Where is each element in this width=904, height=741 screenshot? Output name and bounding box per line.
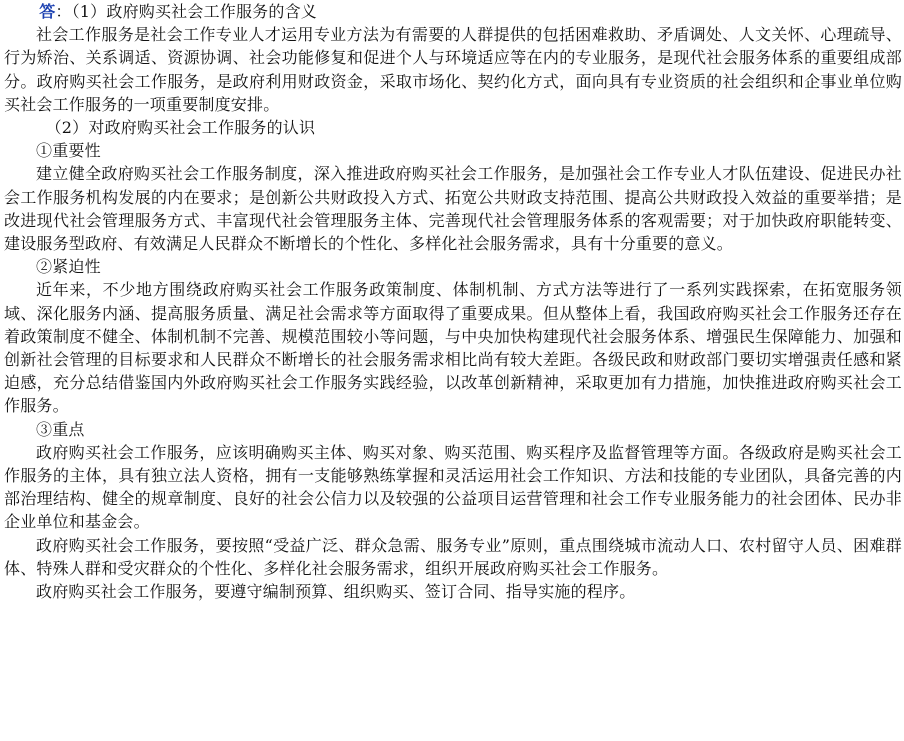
definition-paragraph: 社会工作服务是社会工作专业人才运用专业方法为有需要的人群提供的包括困难救助、矛盾调处、人文关怀、心理疏导、行为矫治、关系调适、资源协调、社会功能修复和促进个人与环境适应等在内的专业服务，是现代社会服务体系的重要组成部分。政府购买社会工作服务，是政府利用财政资金，采取市场化、契约化方式，面向具有专业资质的社会组织和企事业单位购买社会工作服务的一项重要制度安排。 bbox=[4, 25, 902, 114]
answer-label: 答 bbox=[39, 2, 56, 21]
focus-paragraph-3: 政府购买社会工作服务，要遵守编制预算、组织购买、签订合同、指导实施的程序。 bbox=[36, 582, 636, 602]
importance-heading: ①重要性 bbox=[36, 141, 101, 161]
focus-paragraph-2: 政府购买社会工作服务，要按照“受益广泛、群众急需、服务专业”原则，重点围绕城市流动人口、农村留守人员、困难群体、特殊人群和受灾群众的个性化、多样化社会服务需求，组织开展政府购买社会工作服务。 bbox=[4, 535, 902, 578]
importance-paragraph: 建立健全政府购买社会工作服务制度，深入推进政府购买社会工作服务，是加强社会工作专业人才队伍建设、促进民办社会工作服务机构发展的内在要求；是创新公共财政投入方式、拓宽公共财政支持范围、提高公共财政投入效益的重要举措；是改进现代社会管理服务方式、丰富现代社会管理服务主体、完善现代社会管理服务体系的客观需要；对于加快政府职能转变、建设服务型政府、有效满足人民群众不断增长的个性化、多样化社会服务需求，具有十分重要的意义。 bbox=[4, 164, 902, 254]
answer-title: ：（1）政府购买社会工作服务的含义 bbox=[55, 2, 317, 21]
focus-heading: ③重点 bbox=[36, 419, 85, 439]
urgency-paragraph: 近年来，不少地方围绕政府购买社会工作服务政策制度、体制机制、方式方法等进行了一系列实践探索，在拓宽服务领域、深化服务内涵、提高服务质量、满足社会需求等方面取得了重要成果。但从整体上看，我国政府购买社会工作服务还存在着政策制度不健全、体制机制不完善、规模范围较小等问题，与中央加快构建现代社会服务体系、增强民生保障能力、加强和创新社会管理的目标要求和人民群众不断增长的社会服务需求相比尚有较大差距。各级民政和财政部门要切实增强责任感和紧迫感，充分总结借鉴国内外政府购买社会工作服务实践经验，以改革创新精神，采取更加有力措施，加快推进政府购买社会工作服务。 bbox=[4, 280, 902, 416]
answer-heading bbox=[4, 0, 902, 23]
urgency-heading: ②紧迫性 bbox=[36, 257, 101, 277]
focus-paragraph-1: 政府购买社会工作服务，应该明确购买主体、购买对象、购买范围、购买程序及监督管理等方面。各级政府是购买社会工作服务的主体，具有独立法人资格，拥有一支能够熟练掌握和灵活运用社会工作知识、方法和技能的专业团队，具备完善的内部治理结构、健全的规章制度、良好的社会公信力以及较强的公益项目运营管理和社会工作专业服务能力的社会团体、民办非企业单位和基金会。 bbox=[4, 442, 902, 532]
understanding-heading: （2）对政府购买社会工作服务的认识 bbox=[45, 118, 316, 138]
